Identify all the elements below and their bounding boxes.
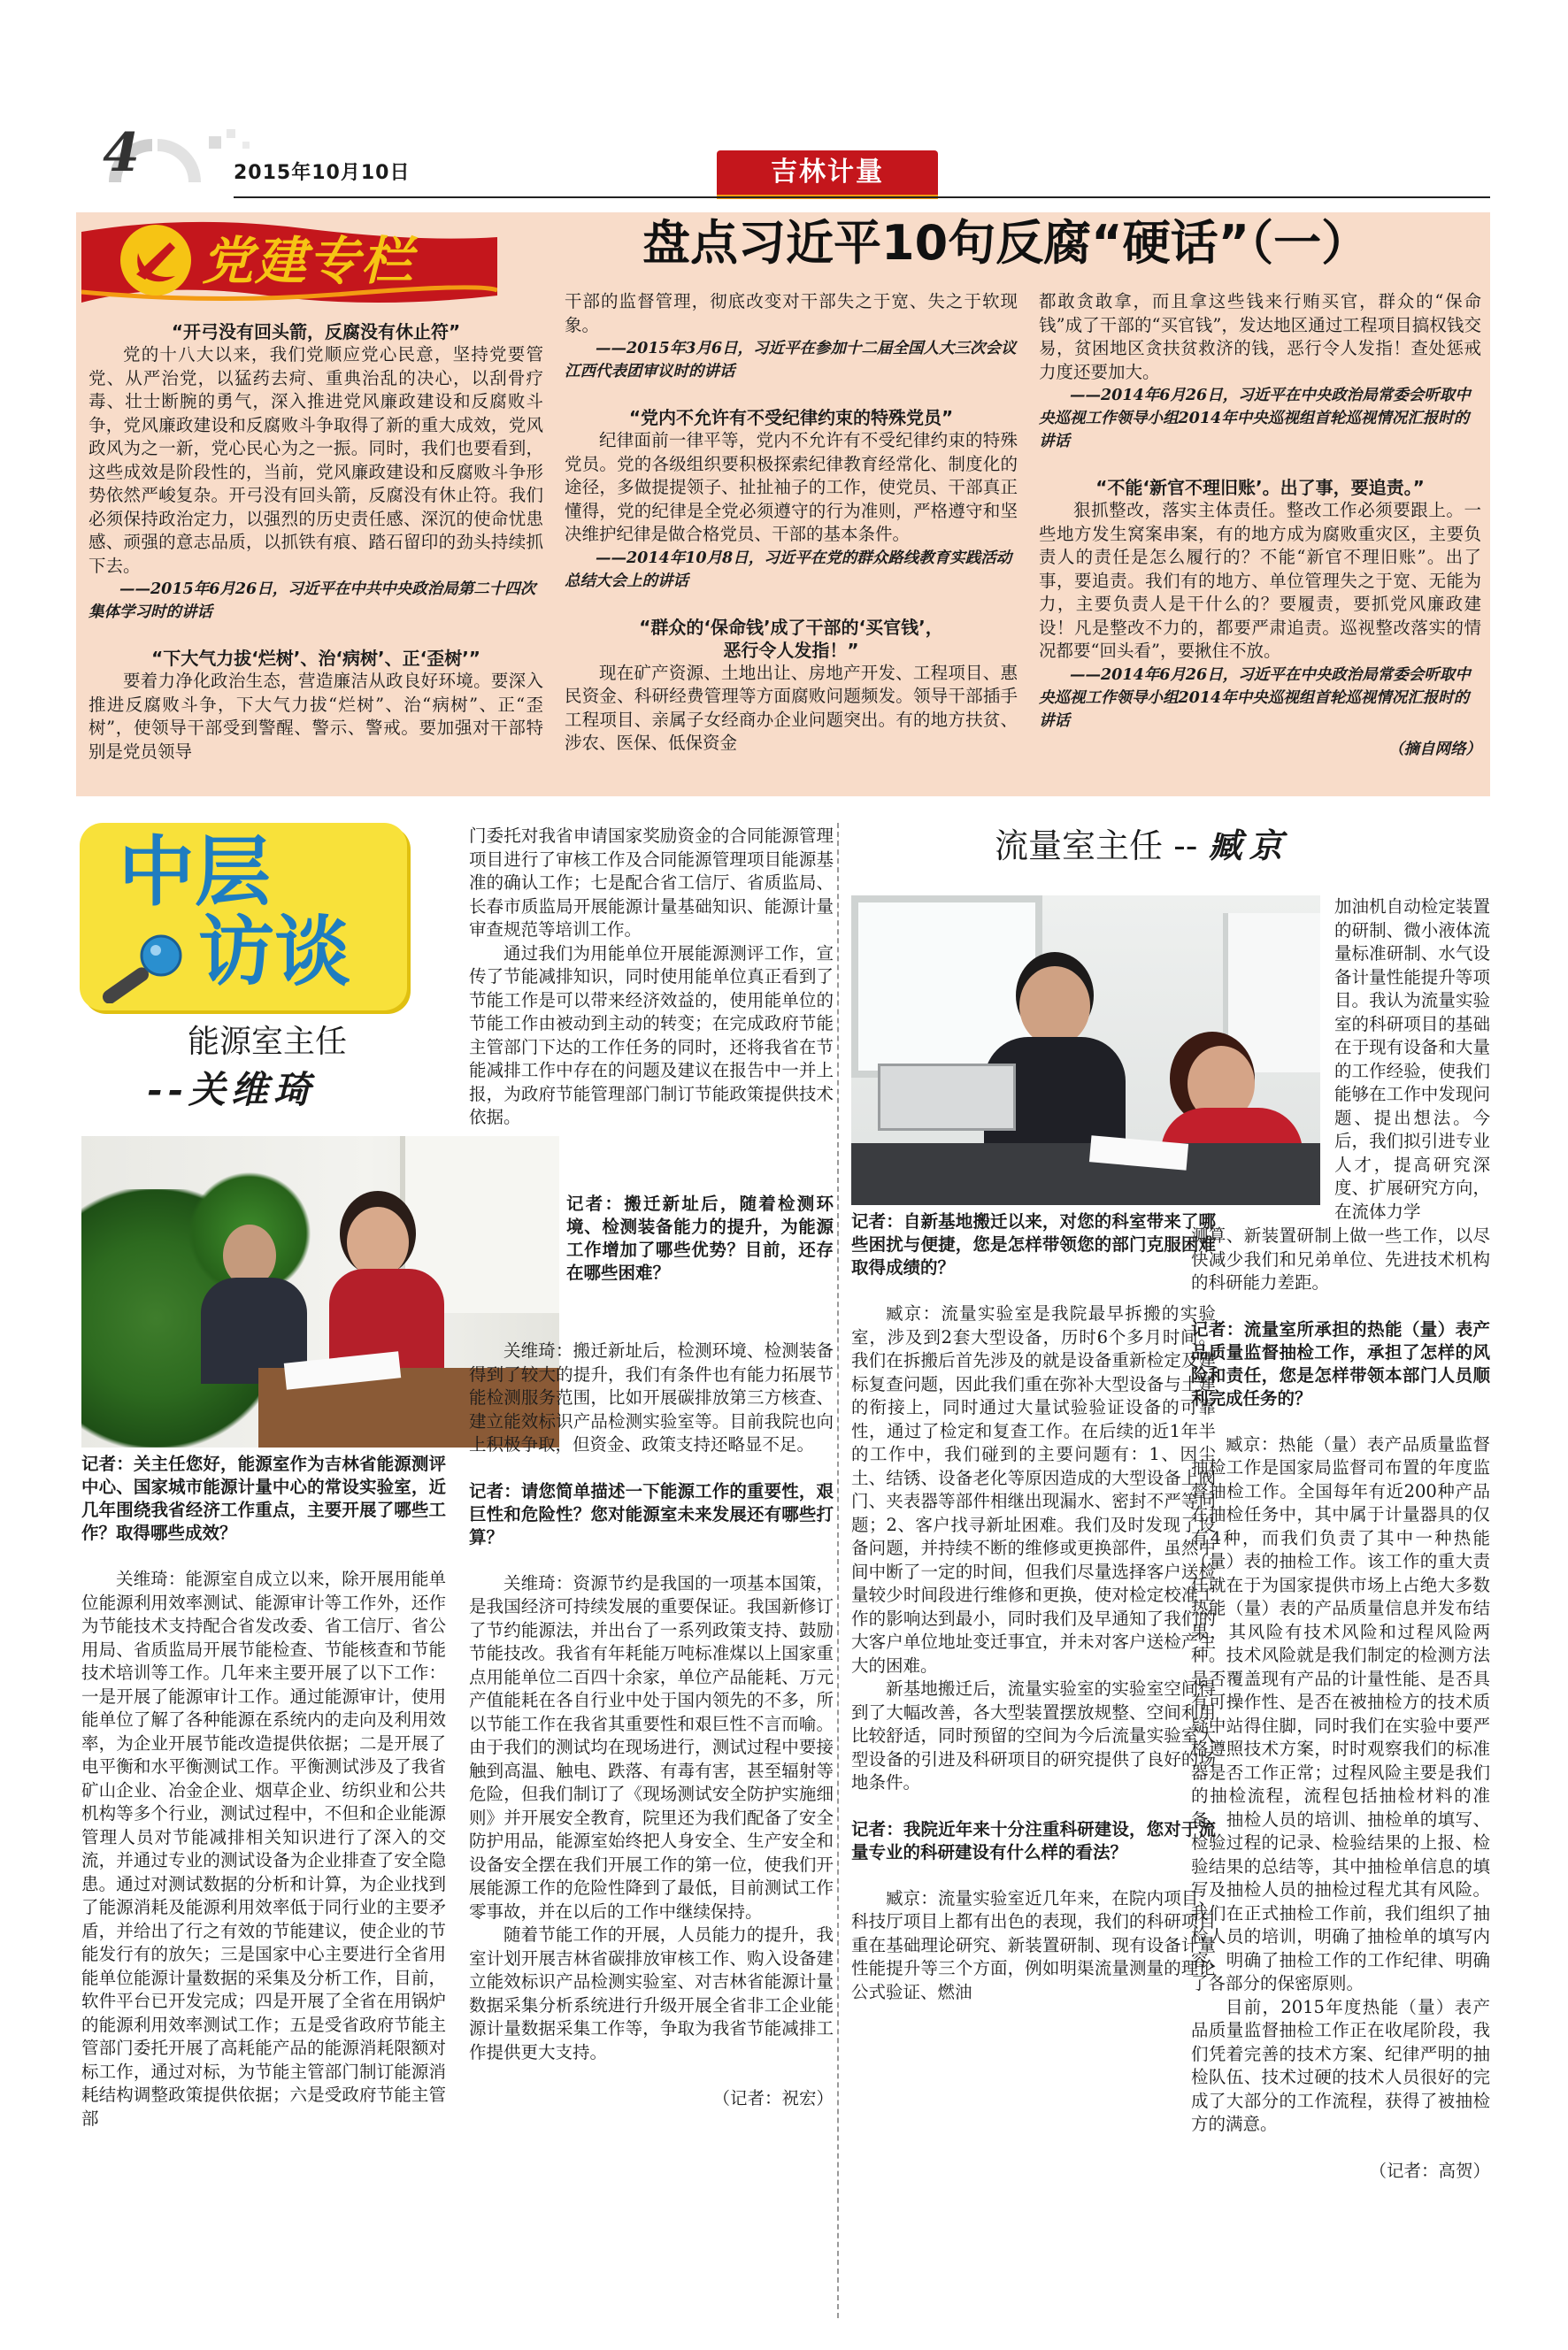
party-section xyxy=(76,212,1490,796)
column-divider xyxy=(837,823,839,2318)
right-reporter: （记者：高贺） xyxy=(1369,2160,1490,2181)
right-question-3: 记者：流量室所承担的热能（量）表产品质量监督抽检工作，承担了怎样的风险和责任，您是怎样带领本部门人员顺利完成任务的？ xyxy=(1191,1318,1490,1409)
party-quote-3-heading: “党内不允许有不受纪律约束的特殊党员” xyxy=(628,407,954,428)
party-quote-4-source: ——2014年6月26日，习近平在中央政治局常委会听取中央巡视工作领导小组2014年中央巡视组首轮巡视情况汇报时的讲话 xyxy=(1039,387,1471,450)
badge-line-1: 中层 xyxy=(119,828,271,917)
interview-left-col-b3 xyxy=(469,1340,834,2110)
party-quote-3-text: 纪律面前一律平等，党内不允许有不受纪律约束的特殊党员。党的各级组织要积极探索纪律教育经常化、制度化的途径，多做提提领子、扯扯袖子的工作，使党员、干部真正懂得，党的纪律是全党必须遵守的行为准则，严格遵守和坚决维护纪律是做合格党员、干部的基本条件。 xyxy=(565,430,1018,544)
party-source-note: （摘自网络） xyxy=(1388,740,1481,758)
left-question-1: 记者：关主任您好，能源室作为吉林省能源测评中心、国家城市能源计量中心的常设实验室，近几年围绕我省经济工作重点，主要开展了哪些工作？取得哪些成效？ xyxy=(81,1454,446,1543)
party-quote-4-text-cont: 都敢贪敢拿，而且拿这些钱来行贿买官，群众的“保命钱”成了干部的“买官钱”，发达地区通过工程项目搞权钱交易，贫困地区贪扶贫救济的钱，恶行令人发指！查处惩戒力度还要加大。 xyxy=(1039,291,1481,382)
party-quote-4-text: 现在矿产资源、土地出让、房地产开发、工程项目、惠民资金、科研经费管理等方面腐败问题频发。领导干部插手工程项目、亲属子女经商办企业问题突出。有的地方扶贫、涉农、医保、低保资金 xyxy=(565,662,1018,753)
left-answer-1-cont2: 通过我们为用能单位开展能源测评工作，宣传了节能减排知识，同时使用能单位真正看到了节能工作是可以带来经济效益的，使用能单位的节能工作由被动到主动的转变；在完成政府节能主管部门下达的工作任务的同时，还将我省在节能减排工作中存在的问题及建议在报告中一并上报，为政府节能管理部门制订节能政策提供技术依据。 xyxy=(469,942,834,1127)
right-answer-3: 臧京：热能（量）表产品质量监督抽检工作是国家局监督司布置的年度监督抽检工作。全国每年有近200种产品在抽检任务中，其中属于计量器具的仅有4种，而我们负责了其中一种热能（量）表的抽检工作。该工作的重大责任就在于为国家提供市场上占绝大多数热能（量）表的产品质量信息并发布结果，其风险有技术风险和过程风险两种。技术风险就是我们制定的检测方法是否覆盖现有产品的计量性能、是否具有可操作性、是否在被抽检方的技术质疑中站得住脚，同时我们在实验中要严格遵照技术方案，时时观察我们的标准器是否工作正常；过程风险主要是我们的抽检流程，流程包括抽检材料的准备、抽检人员的培训、抽检单的填写、检验过程的记录、检验结果的上报、检验结果的总结等，其中抽检单信息的填写及抽检人员的抽检过程尤其有风险。我们在正式抽检工作前，我们组织了抽检人员的培训，明确了抽检单的填写内容、明确了抽检工作的工作纪律、明确了各部分的保密原则。 xyxy=(1191,1433,1490,1993)
right-answer-3-cont: 目前，2015年度热能（量）表产品质量监督抽检工作正在收尾阶段，我们凭着完善的技术方案、纪律严明的抽检队伍、技术过硬的技术人员很好的完成了大部分的工作流程，获得了被抽检方的满意。 xyxy=(1191,1996,1490,2134)
left-answer-1: 关维琦：能源室自成立以来，除开展用能单位能源利用效率测试、能源审计等工作外，还作为节能技术支持配合省发改委、省工信厅、省公用局、省质监局开展节能检查、节能核查和节能技术培训等工作。几年来主要开展了以下工作：一是开展了能源审计工作。通过能源审计，使用能单位了解了各种能源在系统内的走向及利用效率，为企业开展节能改造提供依据；二是开展了电平衡和水平衡测试工作。平衡测试涉及了我省矿山企业、冶金企业、烟草企业、纺织业和公共机构等多个行业，测试过程中，不但和企业能源管理人员对节能减排相关知识进行了深入的交流，并通过专业的测试设备为企业排查了安全隐患。通过对测试数据的分析和计算，为企业找到了能源消耗及能源利用效率低于同行业的主要矛盾，并给出了行之有效的节能建议，使企业的节能发行有的放矢；三是国家中心主要进行全省用能单位能源计量数据的采集及分析工作，目前，软件平台已开发完成；四是开展了全省在用锅炉的能源利用效率测试工作；五是受省政府节能主管部门委托开展了高耗能产品的能源消耗限额对标工作，通过对标，为节能主管部门制订能源消耗结构调整政策提供依据；六是受政府节能主管部 xyxy=(81,1569,446,2129)
interview-left-name: --关维琦 xyxy=(147,1068,316,1111)
party-quote-2-text: 要着力净化政治生态，营造廉洁从政良好环境。要深入推进反腐败斗争，下大气力拔“烂树”、治“病树”、正“歪树”，使领导干部受到警醒、警示、警戒。要加强对干部特别是党员领导 xyxy=(88,671,543,762)
microphone-icon xyxy=(90,933,188,1003)
party-quote-1-text: 党的十八大以来，我们党顺应党心民意，坚持党要管党、从严治党，以猛药去疴、重典治乱的决心，以刮骨疗毒、壮士断腕的勇气，深入推进党风廉政建设和反腐败斗争，党风廉政建设和反腐败斗争取得了新的重大成效，党风政风为之一新，党心民心为之一振。同时，我们也要看到，这些成效是阶段性的，当前，党风廉政建设和反腐败斗争形势依然严峻复杂。开弓没有回头箭，反腐没有休止符。我们必须保持政治定力，以强烈的历史责任感、深沉的使命忧患感、顽强的意志品质，以抓铁有痕、踏石留印的劲头持续抓下去。 xyxy=(88,344,543,576)
left-answer-2: 关维琦：搬迁新址后，检测环境、检测装备得到了较大的提升，我们有条件也有能力拓展节能检测服务范围，比如开展碳排放第三方核查、建立能效标识产品检测实验室等。目前我院也向上积极争取，但资金、政策支持还略显不足。 xyxy=(469,1340,834,1455)
party-quote-3-source: ——2014年10月8日，习近平在党的群众路线教育实践活动总结大会上的讲话 xyxy=(565,549,1012,590)
left-question-3: 记者：请您简单描述一下能源工作的重要性，艰巨性和危险性？您对能源室未来发展还有哪些打算？ xyxy=(469,1480,834,1547)
party-column-2 xyxy=(565,290,1018,756)
issue-date: 2015年10月10日 xyxy=(234,162,411,184)
party-headline: 盘点习近平10句反腐“硬话”（一） xyxy=(642,215,1370,271)
party-emblem-icon xyxy=(119,223,193,297)
header-rule xyxy=(234,196,1490,198)
party-column-3 xyxy=(1039,290,1481,761)
interview-right-photo xyxy=(851,895,1320,1205)
party-badge-text: 党建专栏 xyxy=(202,231,415,291)
left-answer-3-cont: 随着节能工作的开展，人员能力的提升，我室计划开展吉林省碳排放审核工作、购入设备建立能效标识产品检测实验室、对吉林省能源计量数据采集分析系统进行升级开展全省非工企业能源计量数据采集工作等，争取为我省节能减排工作提供更大支持。 xyxy=(469,1924,834,2062)
interview-left-col-b2 xyxy=(566,1193,834,1285)
page-number: 4 xyxy=(103,122,140,184)
interview-right-col-b2 xyxy=(1191,1225,1490,2183)
interview-left-col-a xyxy=(81,1453,446,2131)
right-answer-1: 臧京：流量实验室是我院最早拆搬的实验室，涉及到2套大型设备，历时6个多月时间。我们在拆搬后首先涉及的就是设备重新检定及建标复查问题，因此我们重在弥补大型设备与土建的衔接上，同时通过大量试验验证设备的可靠性，通过了检定和复查工作。在后续的近1年半的工作中，我们碰到的主要问题有：1、因尘土、结锈、设备老化等原因造成的大型设备上阀门、夹表器等部件相继出现漏水、密封不严等问题；2、客户找寻新址困难。我们及时发现了设备问题，并持续不断的维修或更换部件，虽然中间中断了一定的时间，但我们尽量选择客户送检量较少时间段进行维修和更换，使对检定校准工作的影响达到最小，同时我们及早通知了我们的大客户单位地址变迁事宜，并未对客户送检产生大的困难。 xyxy=(851,1303,1216,1676)
left-question-2: 记者：搬迁新址后，随着检测环境、检测装备能力的提升，为能源工作增加了哪些优势？目前，还存在哪些困难？ xyxy=(566,1194,834,1283)
party-quote-4-heading-b: 恶行令人发指！” xyxy=(723,639,859,661)
masthead-title: 吉林计量 xyxy=(771,157,884,188)
party-quote-4-heading-a: “群众的‘保命钱’成了干部的‘买官钱’， xyxy=(639,616,943,638)
left-reporter: （记者：祝宏） xyxy=(712,2088,834,2108)
right-answer-2-cont2: 测算、新装置研制上做一些工作，以尽快减少我们和兄弟单位、先进技术机构的科研能力差距。 xyxy=(1191,1225,1490,1293)
party-quote-2-heading: “下大气力拔‘烂树’、治‘病树’、正‘歪树’” xyxy=(151,648,480,669)
party-quote-2-text-cont: 干部的监督管理，彻底改变对干部失之于宽、失之于软现象。 xyxy=(565,291,1018,335)
interview-left-role: 能源室主任 xyxy=(188,1024,348,1060)
right-question-2: 记者：我院近年来十分注重科研建设，您对于流量专业的科研建设有什么样的看法？ xyxy=(851,1818,1216,1862)
masthead-box xyxy=(717,150,938,199)
party-quote-5-text: 狠抓整改，落实主体责任。整改工作必须要跟上。一些地方发生窝案串案，有的地方成为腐败重灾区，主要负责人的责任是怎么履行的？不能“新官不理旧账”。出了事，要追责。我们有的地方、单位管理失之于宽、无能为力，主要负责人是干什么的？要履责，要抓党风廉政建设！凡是整改不力的，都要严肃追责。巡视整改落实的情况都要“回头看”，要揪住不放。 xyxy=(1039,500,1481,661)
party-quote-1-source: ——2015年6月26日，习近平在中共中央政治局第二十四次集体学习时的讲话 xyxy=(88,580,536,621)
left-answer-1-cont: 门委托对我省申请国家奖励资金的合同能源管理项目进行了审核工作及合同能源管理项目能源基准的确认工作；七是配合省工信厅、省质监局、长春市质监局开展能源计量基础知识、能源计量审查规范等培训工作。 xyxy=(469,826,834,940)
party-quote-5-source: ——2014年6月26日，习近平在中央政治局常委会听取中央巡视工作领导小组2014年中央巡视组首轮巡视情况汇报时的讲话 xyxy=(1039,665,1471,730)
interview-right-col-b1 xyxy=(1334,895,1490,1224)
page-header xyxy=(0,0,1568,188)
interview-right-title xyxy=(995,825,1290,867)
right-answer-2-cont: 加油机自动检定装置的研制、微小液体流量标准研制、水气设备计量性能提升等项目。我认为流量实验室的科研项目的基础在于现有设备和大量的工作经验，使我们能够在工作中发现问题、提出想法。今后，我们拟引进专业人才，提高研究深度、扩展研究方向，在流体力学 xyxy=(1334,896,1490,1222)
right-answer-2: 臧京：流量实验室近几年来，在院内项目、科技厅项目上都有出色的表现，我们的科研项目重在基础理论研究、新装置研制、现有设备计量性能提升等三个方面，例如明渠流量测量的理论公式验证、燃油 xyxy=(851,1887,1216,2002)
right-answer-1-cont: 新基地搬迁后，流量实验室的实验室空间得到了大幅改善，各大型装置摆放规整、空间利用比较舒适，同时预留的空间为今后流量实验室大型设备的引进及科研项目的研究提供了良好的场地条件。 xyxy=(851,1678,1216,1793)
party-column-1 xyxy=(88,320,543,764)
left-answer-3: 关维琦：资源节约是我国的一项基本国策，是我国经济可持续发展的重要保证。我国新修订了节约能源法，并出台了一系列政策支持、鼓励节能技改。我省有年耗能万吨标准煤以上国家重点用能单位二百四十余家，单位产品能耗、万元产值能耗在各自行业中处于国内领先的不多，所以节能工作在我省其重要性和艰巨性不言而喻。由于我们的测试均在现场进行，测试过程中要接触到高温、触电、跌落、有毒有害，甚至辐射等危险，但我们制订了《现场测试安全防护实施细则》并开展安全教育，院里还为我们配备了安全防护用品，能源室始终把人身安全、生产安全和设备安全摆在我们开展工作的第一位，使我们开展能源工作的危险性降到了最低，目前测试工作零事故，并在以后的工作中继续保持。 xyxy=(469,1572,834,1922)
badge-line-2: 访谈 xyxy=(198,908,350,996)
party-quote-2-source: ——2015年3月6日，习近平在参加十二届全国人大三次会议江西代表团审议时的讲话 xyxy=(565,340,1017,380)
right-title-role: 流量室主任 -- xyxy=(995,826,1209,865)
right-title-name: 臧京 xyxy=(1208,826,1290,865)
party-quote-5-heading: “不能‘新官不理旧账’。出了事，要追责。” xyxy=(1095,477,1425,498)
interview-left-badge xyxy=(80,823,407,1010)
interview-right-col-a xyxy=(851,1210,1216,2004)
right-question-1: 记者：自新基地搬迁以来，对您的科室带来了哪些困扰与便捷，您是怎样带领您的部门克服困难取得成绩的？ xyxy=(851,1211,1216,1278)
party-quote-1-heading: “开弓没有回头箭，反腐没有休止符” xyxy=(171,321,461,342)
interview-left-col-b xyxy=(469,825,834,1130)
